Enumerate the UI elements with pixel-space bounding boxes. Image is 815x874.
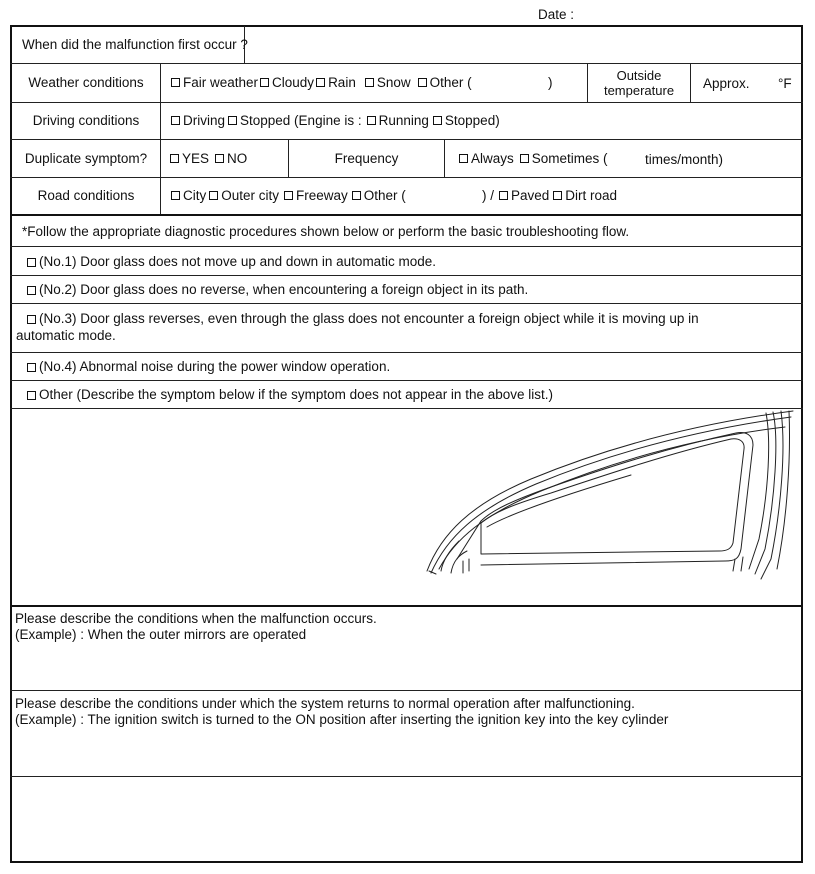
checkbox[interactable] — [215, 154, 224, 163]
symptom-no3[interactable]: (No.3) Door glass reverses, even through the glass does not encounter a foreign object while it is moving up in — [27, 311, 699, 326]
driving-label: Driving conditions — [32, 113, 140, 128]
symptom-no4[interactable]: (No.4) Abnormal noise during the power window operation. — [27, 359, 390, 374]
checkbox[interactable] — [367, 116, 376, 125]
checkbox[interactable] — [209, 191, 218, 200]
road-conditions-label: Road conditions — [37, 188, 135, 203]
checkbox[interactable] — [27, 315, 36, 324]
notes-area[interactable] — [11, 777, 802, 861]
driving-option-stopped[interactable]: Stopped (Engine is : — [228, 113, 362, 128]
instructions-text: *Follow the appropriate diagnostic procedures shown below or perform the basic troubleshooting flow. — [22, 224, 630, 239]
outside-temperature-label: Outside temperature — [603, 67, 675, 98]
road-option-dirt[interactable]: Dirt road — [553, 188, 617, 203]
weather-option-cloudy[interactable]: Cloudy — [260, 75, 314, 90]
symptom-other[interactable]: Other (Describe the symptom below if the symptom does not appear in the above list.) — [27, 387, 553, 402]
symptom-no2[interactable]: (No.2) Door glass does no reverse, when encountering a foreign object in its path. — [27, 282, 528, 297]
weather-option-rain[interactable]: Rain — [316, 75, 356, 90]
weather-other-close: ) — [548, 75, 553, 90]
duplicate-option-yes[interactable]: YES — [170, 151, 209, 166]
driving-options — [171, 102, 500, 139]
road-option-freeway[interactable]: Freeway — [284, 188, 348, 203]
checkbox[interactable] — [260, 78, 269, 87]
frequency-option-always[interactable]: Always — [459, 151, 514, 166]
malfunction-conditions-field[interactable] — [11, 650, 802, 689]
checkbox[interactable] — [171, 191, 180, 200]
frequency-options — [459, 139, 608, 177]
road-option-city[interactable]: City — [171, 188, 206, 203]
checkbox[interactable] — [27, 286, 36, 295]
weather-label: Weather conditions — [28, 75, 144, 90]
weather-options — [171, 63, 472, 102]
first-occur-field[interactable] — [245, 26, 801, 63]
frequency-label: Frequency — [334, 150, 399, 166]
road-options — [171, 177, 406, 214]
checkbox[interactable] — [284, 191, 293, 200]
checkbox[interactable] — [553, 191, 562, 200]
weather-option-snow[interactable]: Snow — [365, 75, 411, 90]
checkbox[interactable] — [352, 191, 361, 200]
checkbox[interactable] — [27, 391, 36, 400]
checkbox[interactable] — [433, 116, 442, 125]
checkbox[interactable] — [520, 154, 529, 163]
malfunction-conditions-text: Please describe the conditions when the malfunction occurs. (Example) : When the outer mirrors are operated — [15, 611, 377, 642]
checkbox[interactable] — [27, 363, 36, 372]
times-month-label: times/month) — [645, 152, 724, 167]
sketch-area[interactable] — [11, 409, 802, 604]
approx-label: Approx. — [703, 76, 750, 91]
fahrenheit-unit: °F — [778, 76, 792, 91]
road-surface-options — [482, 177, 617, 214]
duplicate-symptom-label: Duplicate symptom? — [24, 150, 148, 166]
road-option-outer-city[interactable]: Outer city — [209, 188, 279, 203]
engine-option-running[interactable]: Running — [367, 113, 429, 128]
driving-option-driving[interactable]: Driving — [171, 113, 225, 128]
symptom-no3-line2: automatic mode. — [16, 328, 116, 343]
normal-operation-text: Please describe the conditions under which the system returns to normal operation after malfunctioning. (Example) : The ignition switch is turned to the ON position after inserting the ignition key into the key cylinder — [15, 696, 669, 727]
road-option-paved[interactable]: Paved — [499, 188, 549, 203]
first-occur-label: When did the malfunction first occur ? — [22, 37, 248, 52]
checkbox[interactable] — [316, 78, 325, 87]
weather-option-fair[interactable]: Fair weather — [171, 75, 258, 90]
car-door-drawing — [11, 409, 802, 604]
normal-operation-field[interactable] — [11, 735, 802, 775]
checkbox[interactable] — [499, 191, 508, 200]
weather-option-other[interactable]: Other ( — [418, 75, 472, 90]
checkbox[interactable] — [171, 78, 180, 87]
duplicate-options — [170, 139, 247, 177]
checkbox[interactable] — [27, 258, 36, 267]
checkbox[interactable] — [365, 78, 374, 87]
frequency-option-sometimes[interactable]: Sometimes ( — [520, 151, 608, 166]
road-option-other[interactable]: Other ( — [352, 188, 406, 203]
checkbox[interactable] — [228, 116, 237, 125]
symptom-no1[interactable]: (No.1) Door glass does not move up and down in automatic mode. — [27, 254, 436, 269]
duplicate-option-no[interactable]: NO — [215, 151, 247, 166]
date-label: Date : — [538, 7, 575, 22]
engine-option-stopped[interactable]: Stopped) — [433, 113, 500, 128]
checkbox[interactable] — [418, 78, 427, 87]
checkbox[interactable] — [459, 154, 468, 163]
road-slash: ) / — [482, 188, 494, 203]
checkbox[interactable] — [171, 116, 180, 125]
checkbox[interactable] — [170, 154, 179, 163]
